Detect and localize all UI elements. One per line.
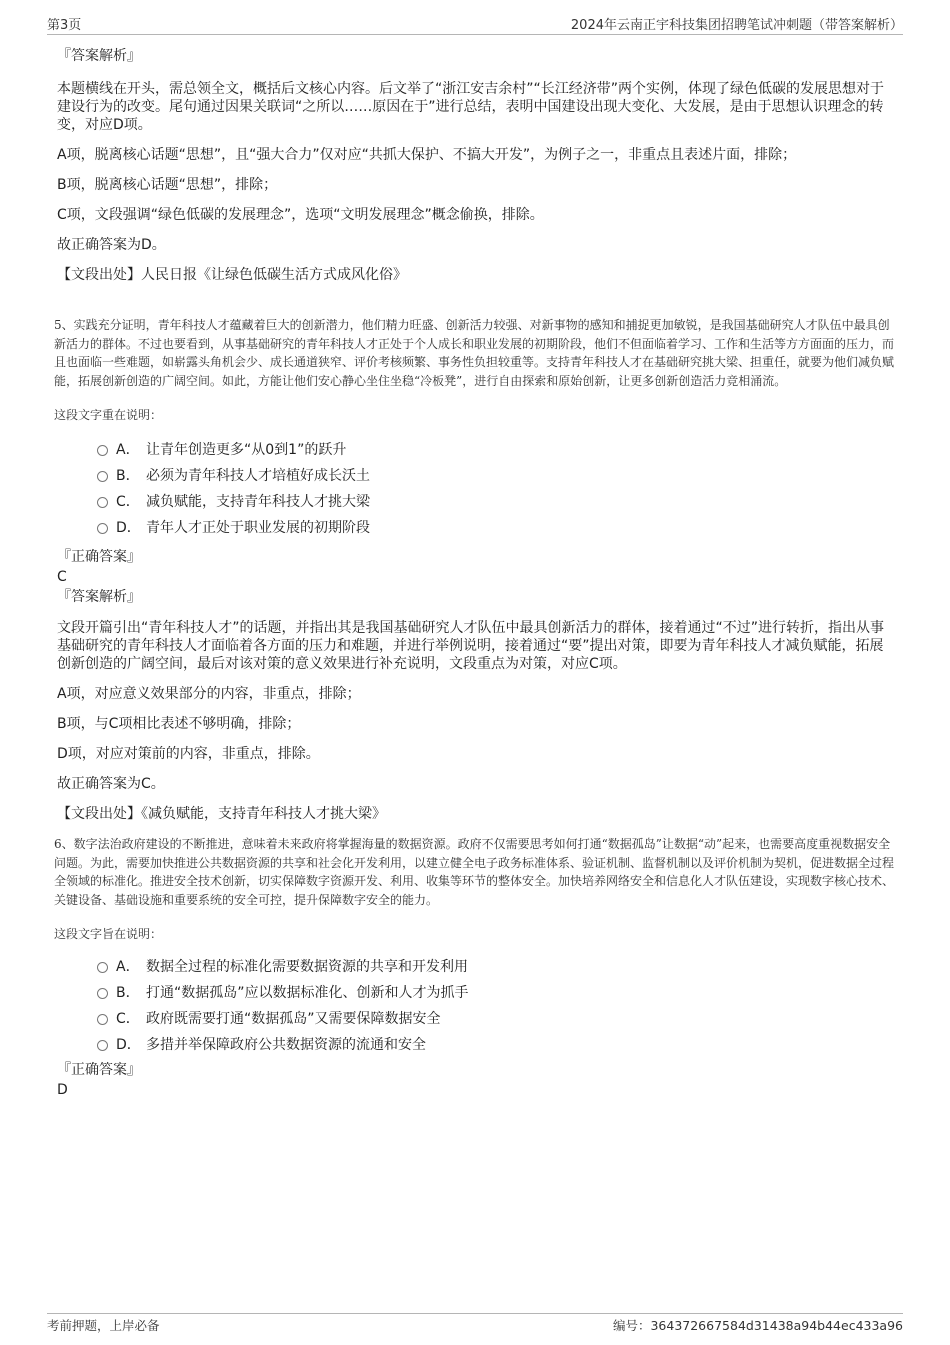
option-a[interactable] — [97, 954, 897, 980]
option-a-explanation: A项，脱离核心话题“思想”，且“强大合力”仅对应“共抓大保护、不搞大开发”，为例子之一，非重点且表述片面，排除； — [57, 147, 797, 163]
option-letter: A． — [116, 959, 140, 975]
document-title: 2024年云南正宇科技集团招聘笔试冲刺题（带答案解析） — [570, 18, 903, 33]
radio-button-icon[interactable] — [97, 1040, 108, 1051]
radio-button-icon[interactable] — [97, 1014, 108, 1025]
analysis-text: 本题横线在开头，需总领全文，概括后文核心内容。后文举了“浙江安吉余村”“长江经济带”两个实例，体现了绿色低碳的发展思想对于建设行为的改变。尾句通过因果关联词“之所以……原因在于”进行总结，表明中国建设出现大变化、大发展，是由于思想认识理念的转变，对应D项。 — [57, 81, 885, 133]
radio-button-icon[interactable] — [97, 497, 108, 508]
option-letter: D． — [116, 520, 141, 536]
option-letter: B． — [116, 468, 140, 484]
correct-answer-heading: 『正确答案』 — [57, 549, 141, 565]
analysis-text: 文段开篇引出“青年科技人才”的话题，并指出其是我国基础研究人才队伍中最具创新活力的群体，接着通过“不过”进行转折，指出从事基础研究的青年科技人才面临着各方面的压力和难题，并进行举例说明，接着通过“要”提出对策，即要为青年科技人才减负赋能，拓展创新创造的广阔空间，最后对该对策的意义效果进行补充说明，文段重点为对策，对应C项。 — [57, 620, 885, 672]
question-5-options — [57, 437, 897, 541]
option-text: 数据全过程的标准化需要数据资源的共享和开发利用 — [146, 959, 468, 975]
question-5-prompt: 这段文字重在说明： — [54, 408, 163, 422]
option-c-explanation: C项，文段强调“绿色低碳的发展理念”，选项“文明发展理念”概念偷换，排除。 — [57, 207, 544, 223]
option-d[interactable] — [97, 1032, 897, 1058]
option-b-explanation: B项，与C项相比表述不够明确，排除； — [57, 716, 301, 732]
conclusion: 故正确答案为C。 — [57, 776, 165, 792]
correct-answer-heading: 『正确答案』 — [57, 1062, 141, 1078]
question-5-passage: 5、实践充分证明，青年科技人才蕴藏着巨大的创新潜力，他们精力旺盛、创新活力较强、对新事物的感知和捕捉更加敏锐，是我国基础研究人才队伍中最具创新活力的群体。不过也要看到，从事基础研究的青年科技人才正处于个人成长和职业发展的初期阶段，他们不但面临着学习、工作和生活等方方面面的压力，而且也面临一些难题，如崭露头角机会少、成长通道狭窄、评价考核频繁、事务性负担较重等。支持青年科技人才在基础研究挑大梁、担重任，就要为他们减负赋能，拓展创新创造的广阔空间。如此，方能让他们安心静心坐住坐稳“冷板凳”，进行自由探索和原始创新，让更多创新创造活力竞相涌流。 — [54, 318, 895, 388]
option-text: 让青年创造更多“从0到1”的跃升 — [146, 442, 347, 458]
page-number: 第3页 — [47, 18, 82, 33]
option-a[interactable] — [97, 437, 897, 463]
option-text: 青年人才正处于职业发展的初期阶段 — [146, 520, 370, 536]
option-letter: A． — [116, 442, 140, 458]
radio-button-icon[interactable] — [97, 523, 108, 534]
document-id: 编号：364372667584d31438a94b44ec433a96 — [612, 1318, 903, 1333]
option-text: 必须为青年科技人才培植好成长沃土 — [146, 468, 370, 484]
page-header — [47, 14, 903, 35]
radio-button-icon[interactable] — [97, 988, 108, 999]
option-letter: D． — [116, 1037, 141, 1053]
option-text: 政府既需要打通“数据孤岛”又需要保障数据安全 — [146, 1011, 441, 1027]
source-line: 【文段出处】《减负赋能，支持青年科技人才挑大梁》 — [57, 806, 386, 822]
option-a-explanation: A项，对应意义效果部分的内容，非重点，排除； — [57, 686, 361, 702]
option-letter: C． — [116, 494, 140, 510]
analysis-heading: 『答案解析』 — [57, 48, 141, 64]
page-footer — [47, 1313, 903, 1334]
option-b[interactable] — [97, 980, 897, 1006]
option-text: 减负赋能，支持青年科技人才挑大梁 — [146, 494, 370, 510]
analysis-heading: 『答案解析』 — [57, 589, 141, 605]
correct-answer: C — [57, 569, 67, 585]
source-line: 【文段出处】人民日报《让绿色低碳生活方式成风化俗》 — [57, 267, 407, 283]
question-6-options — [57, 954, 897, 1058]
conclusion: 故正确答案为D。 — [57, 237, 166, 253]
option-text: 打通“数据孤岛”应以数据标准化、创新和人才为抓手 — [146, 985, 469, 1001]
correct-answer: D — [57, 1082, 68, 1098]
option-b[interactable] — [97, 463, 897, 489]
page-content — [54, 44, 897, 1100]
question-6-passage: 6、数字法治政府建设的不断推进，意味着未来政府将掌握海量的数据资源。政府不仅需要思考如何打通“数据孤岛”让数据“动”起来，也需要高度重视数据安全问题。为此，需要加快推进公共数据资源的共享和社会化开发利用，以建立健全电子政务标准体系、验证机制、监督机制以及评价机制为契机，促进数据全过程全领域的标准化。推进安全技术创新，切实保障数字资源开发、利用、收集等环节的整体安全。加快培养网络安全和信息化人才队伍建设，实现数字核心技术、关键设备、基础设施和重要系统的安全可控，提升保障数字安全的能力。 — [54, 837, 895, 907]
radio-button-icon[interactable] — [97, 471, 108, 482]
radio-button-icon[interactable] — [97, 962, 108, 973]
footer-slogan: 考前押题，上岸必备 — [47, 1318, 160, 1333]
option-c[interactable] — [97, 489, 897, 515]
option-letter: C． — [116, 1011, 140, 1027]
option-d[interactable] — [97, 515, 897, 541]
option-letter: B． — [116, 985, 140, 1001]
question-6-prompt: 这段文字旨在说明： — [54, 927, 163, 941]
option-b-explanation: B项，脱离核心话题“思想”，排除； — [57, 177, 278, 193]
option-d-explanation: D项，对应对策前的内容，非重点，排除。 — [57, 746, 320, 762]
option-text: 多措并举保障政府公共数据资源的流通和安全 — [146, 1037, 426, 1053]
option-c[interactable] — [97, 1006, 897, 1032]
radio-button-icon[interactable] — [97, 445, 108, 456]
